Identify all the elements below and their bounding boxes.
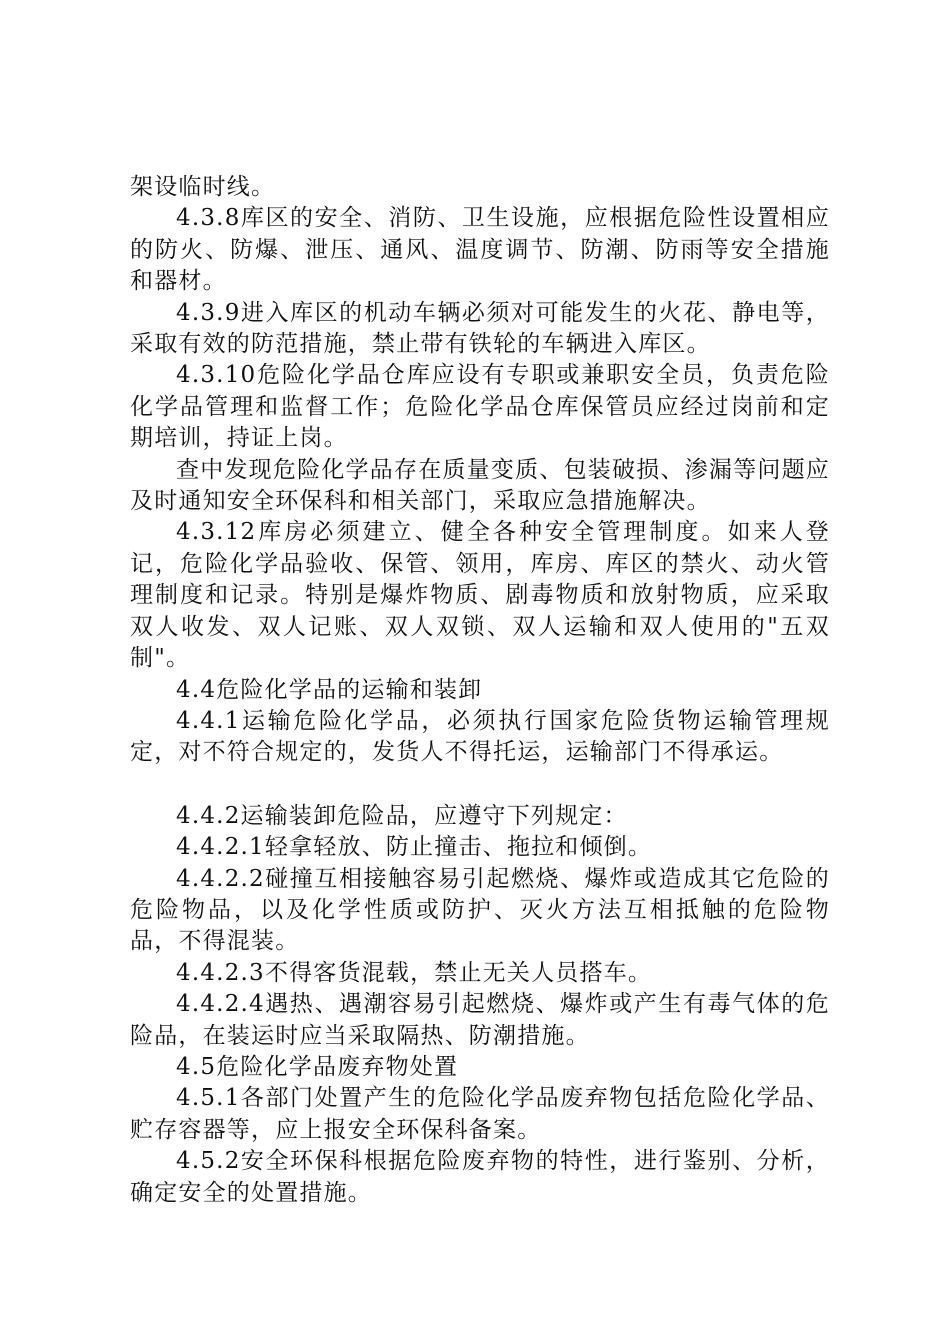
paragraph-4-4-2-1: 4.4.2.1轻拿轻放、防止撞击、拖拉和倾倒。 [176,834,653,861]
paragraph-4-4-1: 4.4.1运输危险化学品，必须执行国家危险货物运输管理规定，对不符合规定的，发货人不得托运，运输部门不得承运。 [130,707,830,766]
paragraph-4-4-2-3: 4.4.2.3不得客货混载，禁止无关人员搭车。 [176,959,653,986]
paragraph-4-3-10: 4.3.10危险化学品仓库应设有专职或兼职安全员，负责危险化学品管理和监督工作；危险化学品仓库保管员应经过岗前和定期培训，持证上岗。 [130,362,830,452]
section-heading-4-5: 4.5危险化学品废弃物处置 [176,1053,459,1080]
paragraph-4-4-2-2: 4.4.2.2碰撞互相接触容易引起燃烧、爆炸或造成其它危险的危险物品，以及化学性质或防护、灭火方法互相抵触的危险物品，不得混装。 [130,865,830,955]
paragraph-4-4-2: 4.4.2运输装卸危险品，应遵守下列规定： [176,802,628,829]
document-body [130,172,830,1209]
paragraph-4-5-2: 4.5.2安全环保科根据危险废弃物的特性，进行鉴别、分析，确定安全的处置措施。 [130,1148,830,1206]
paragraph-continuation: 架设临时线。 [130,174,276,200]
paragraph-inspection: 查中发现危险化学品存在质量变质、包装破损、渗漏等问题应及时通知安全环保科和相关部门，采取应急措施解决。 [130,456,830,515]
paragraph-4-3-8: 4.3.8库区的安全、消防、卫生设施，应根据危险性设置相应的防火、防爆、泄压、通风、温度调节、防潮、防雨等安全措施和器材。 [130,205,830,295]
section-heading-4-4: 4.4危险化学品的运输和装卸 [176,676,483,703]
paragraph-4-5-1: 4.5.1各部门处置产生的危险化学品废弃物包括危险化学品、贮存容器等，应上报安全环保科备案。 [130,1085,830,1143]
paragraph-4-3-9: 4.3.9进入库区的机动车辆必须对可能发生的火花、静电等，采取有效的防范措施，禁止带有铁轮的车辆进入库区。 [130,299,830,358]
paragraph-4-3-12: 4.3.12库房必须建立、健全各种安全管理制度。如来人登记，危险化学品验收、保管、领用，库房、库区的禁火、动火管理制度和记录。特别是爆炸物质、剧毒物质和放射物质，应采取双人收发、双人记账、双人双锁、双人运输和双人使用的"五双制"。 [130,519,830,672]
paragraph-4-4-2-4: 4.4.2.4遇热、遇潮容易引起燃烧、爆炸或产生有毒气体的危险品，在装运时应当采取隔热、防潮措施。 [130,991,830,1049]
